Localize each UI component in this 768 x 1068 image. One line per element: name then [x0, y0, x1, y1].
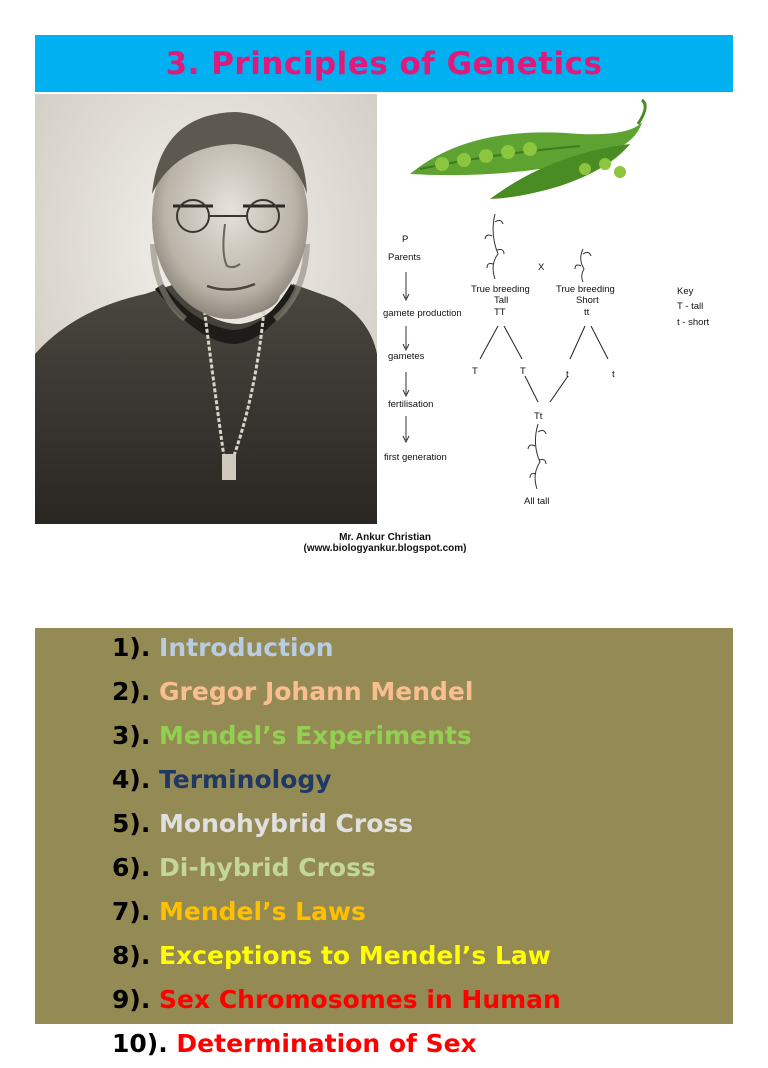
label-first-generation: first generation: [384, 452, 447, 463]
contents-item-label: Mendel’s Laws: [159, 897, 366, 926]
contents-item: [112, 848, 561, 892]
label-gametes: gametes: [388, 351, 425, 362]
contents-item-label: Exceptions to Mendel’s Law: [159, 941, 551, 970]
parent1-line2: Tall: [494, 295, 509, 306]
contents-item-number: 4).: [112, 765, 160, 794]
contents-item-number: 2).: [112, 677, 160, 706]
short-plant-sketch: [575, 249, 591, 282]
offspring-plant-sketch: [528, 424, 546, 489]
contents-item-number: 3).: [112, 721, 160, 750]
contents-item-label: Monohybrid Cross: [159, 809, 414, 838]
contents-item-number: 5).: [112, 809, 160, 838]
contents-item-label: Di-hybrid Cross: [159, 853, 376, 882]
contents-item-number: 9).: [112, 985, 160, 1014]
parent1-line1: True breeding: [471, 284, 530, 295]
gamete-t3: t: [566, 369, 569, 380]
contents-item: [112, 980, 561, 1024]
mendel-portrait: [35, 94, 377, 524]
table-of-contents: [35, 628, 733, 1058]
contents-item: [112, 672, 561, 716]
gamete-t2: T: [520, 366, 526, 377]
offspring-label: All tall: [524, 496, 550, 507]
contents-item-number: 7).: [112, 897, 160, 926]
monohybrid-cross-diagram: [380, 94, 733, 524]
contents-item-label: Sex Chromosomes in Human: [159, 985, 561, 1014]
key-short: t - short: [677, 317, 710, 328]
title-banner: [35, 35, 733, 92]
parent2-line1: True breeding: [556, 284, 615, 295]
gamete-t1: T: [472, 366, 478, 377]
key-tall: T - tall: [677, 301, 704, 312]
label-parents: Parents: [388, 252, 421, 263]
contents-item-number: 6).: [112, 853, 160, 882]
contents-item: [112, 760, 561, 804]
contents-item-label: Gregor Johann Mendel: [159, 677, 474, 706]
pea-pod-illustration: [410, 100, 645, 199]
contents-list: [112, 628, 561, 1068]
contents-item-number: 10).: [112, 1029, 177, 1058]
contents-item: [112, 1024, 561, 1068]
contents-item: [112, 936, 561, 980]
contents-item-number: 1).: [112, 633, 160, 662]
credit-name: Mr. Ankur Christian: [339, 532, 431, 543]
contents-item-number: 8).: [112, 941, 160, 970]
contents-item-label: Terminology: [159, 765, 332, 794]
tall-plant-sketch: [485, 214, 504, 279]
gamete-t4: t: [612, 369, 615, 380]
label-gamete-production: gamete production: [383, 308, 462, 319]
label-fertilisation: fertilisation: [388, 399, 434, 410]
label-p: P: [402, 234, 409, 245]
page-title: 3. Principles of Genetics: [165, 45, 603, 82]
contents-item: [112, 892, 561, 936]
offspring-genotype: Tt: [534, 411, 543, 422]
cross-symbol: X: [538, 262, 545, 273]
contents-item: [112, 804, 561, 848]
credit: [160, 532, 610, 554]
credit-url: (www.biologyankur.blogspot.com): [303, 543, 467, 554]
contents-item: [112, 716, 561, 760]
key-title: Key: [677, 286, 694, 297]
contents-item: [112, 628, 561, 672]
parent2-line2: Short: [576, 295, 599, 306]
parent2-line3: tt: [584, 307, 590, 318]
contents-item-label: Mendel’s Experiments: [159, 721, 472, 750]
contents-item-label: Introduction: [159, 633, 334, 662]
parent1-line3: TT: [494, 307, 506, 318]
contents-item-label: Determination of Sex: [176, 1029, 477, 1058]
